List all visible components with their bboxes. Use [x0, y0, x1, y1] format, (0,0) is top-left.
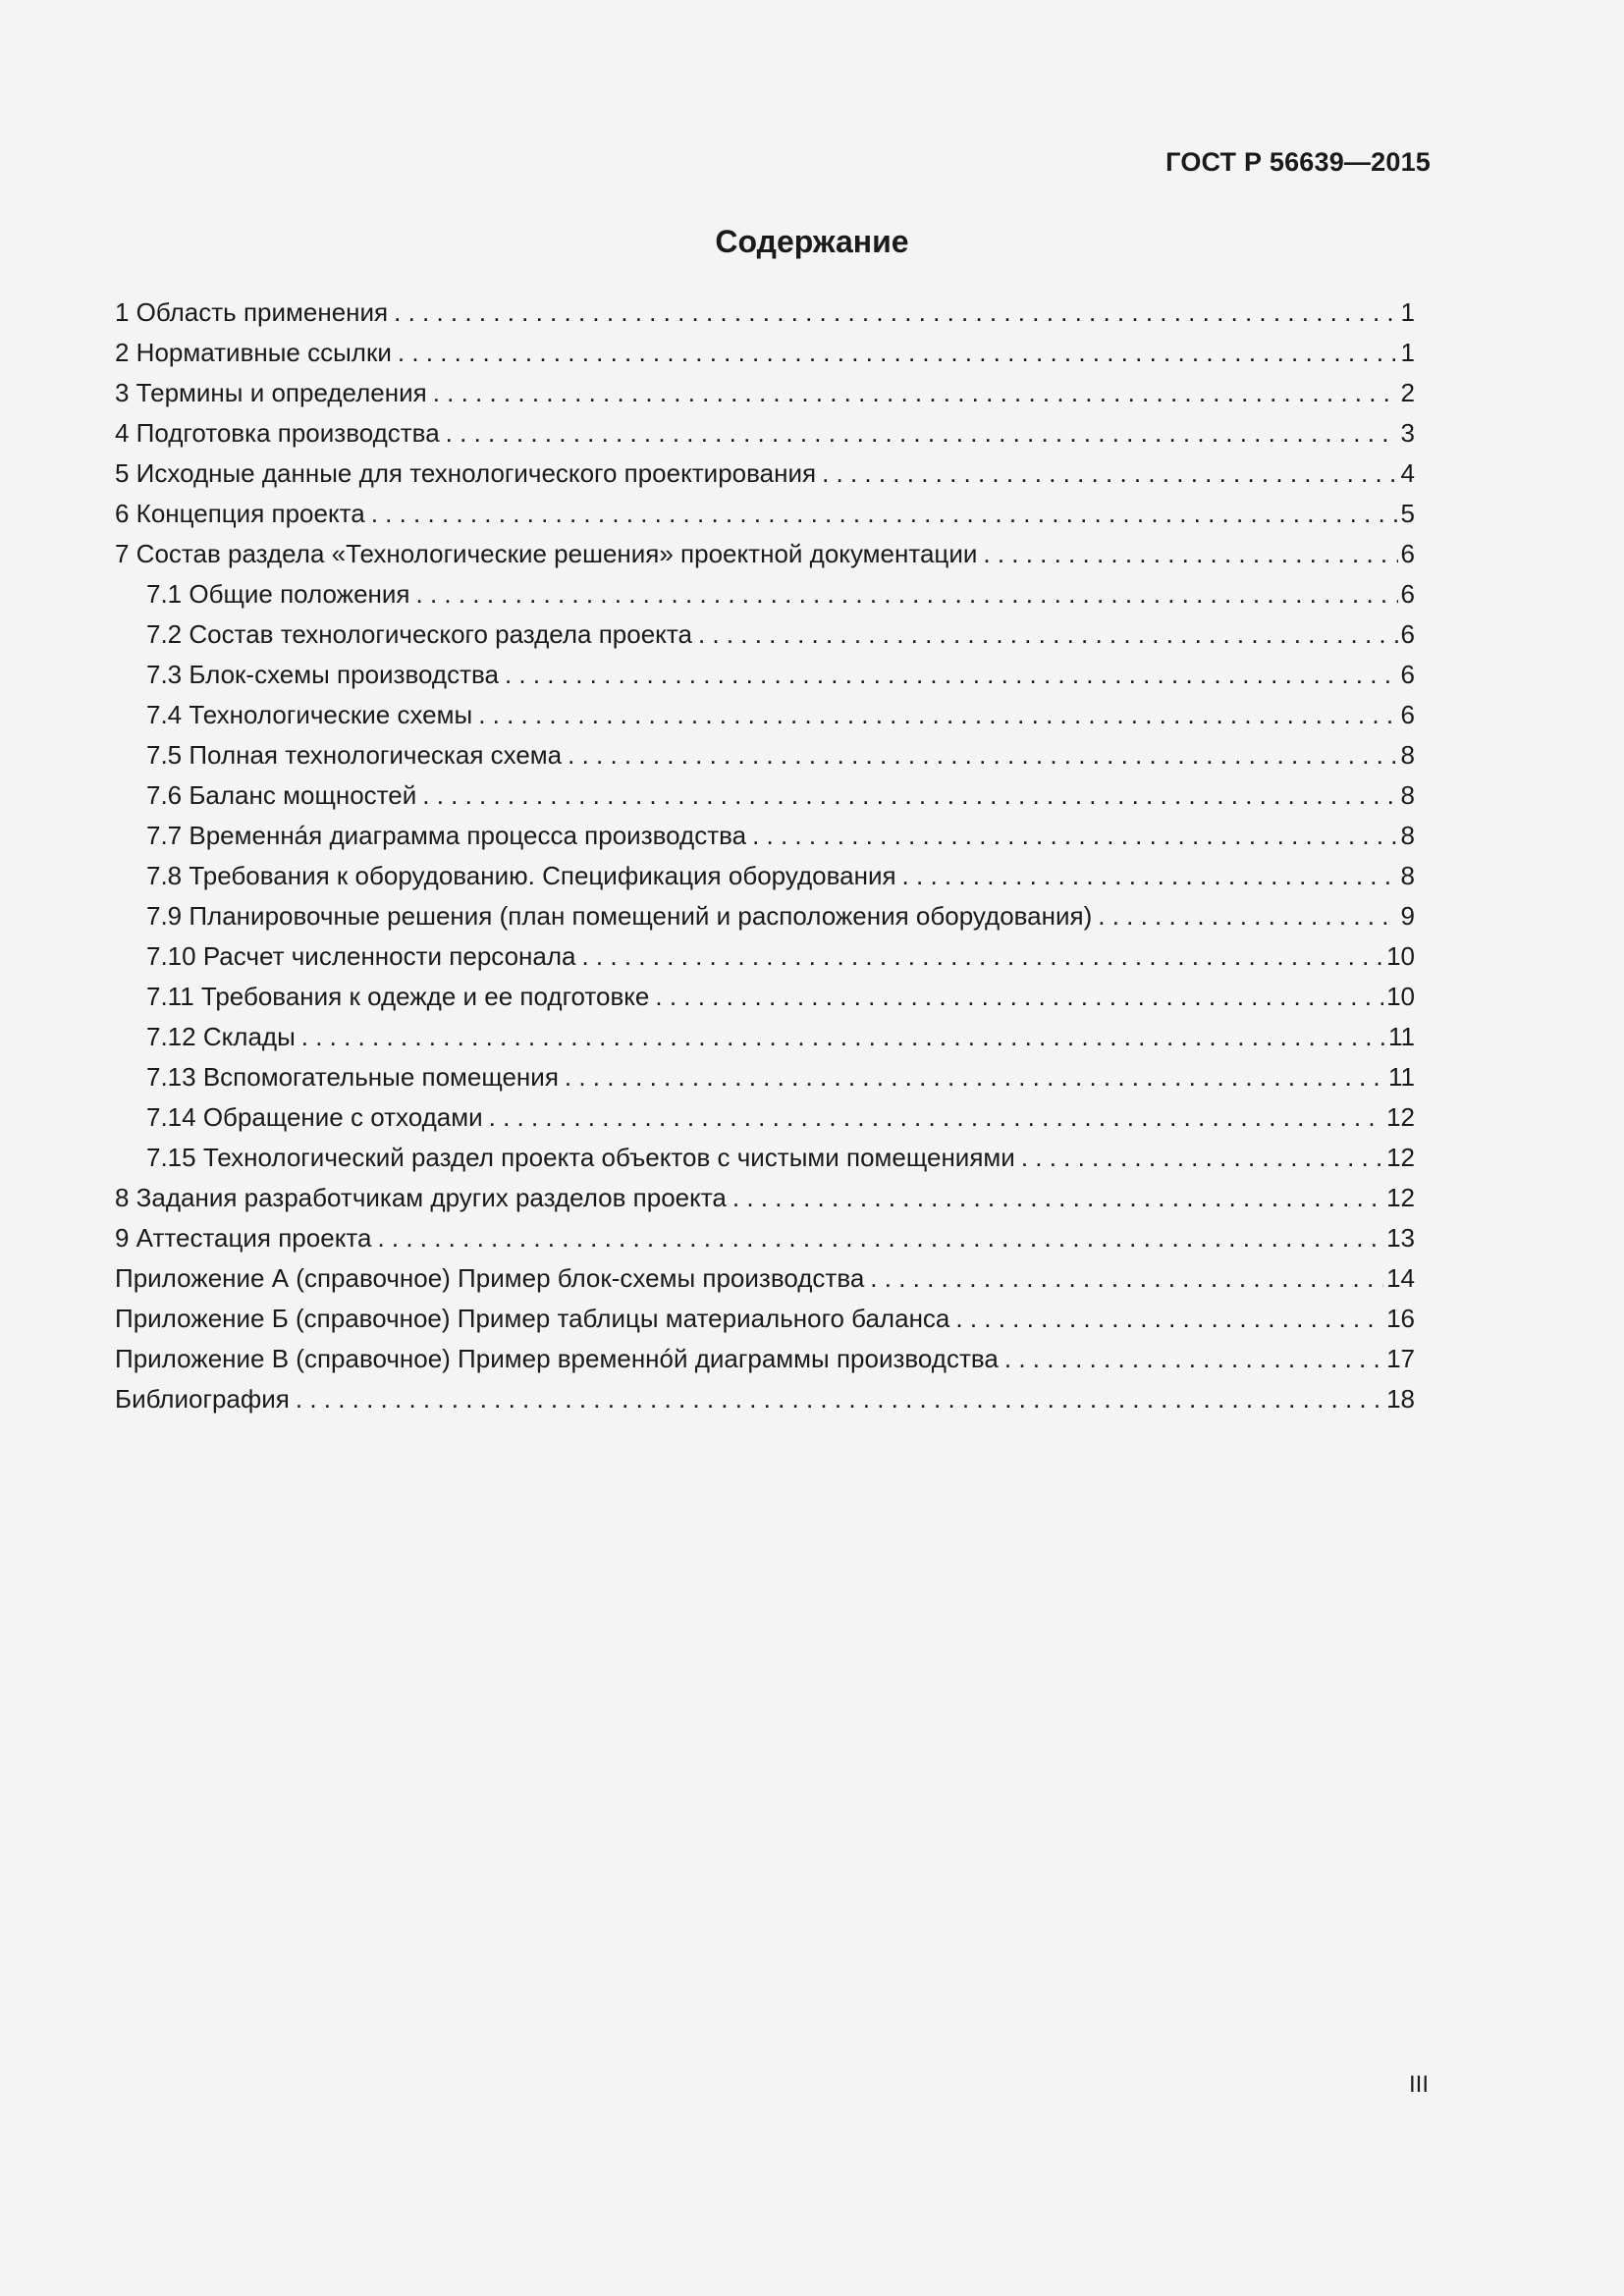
page-number: III — [1408, 2071, 1429, 2098]
toc-entry-page: 5 — [1400, 499, 1415, 528]
toc-entry[interactable] — [115, 413, 1415, 454]
table-of-contents — [115, 293, 1415, 1419]
toc-entry-label: 7.8 Требования к оборудованию. Спецификация оборудования — [146, 861, 896, 890]
toc-entry[interactable] — [115, 494, 1415, 534]
toc-leader-dots — [478, 695, 1397, 735]
toc-entry-label: 7.3 Блок-схемы производства — [146, 660, 499, 689]
toc-entry-page: 8 — [1400, 821, 1415, 850]
toc-entry-label: 2 Нормативные ссылки — [115, 338, 392, 367]
toc-entry-label: 7.11 Требования к одежде и ее подготовке — [146, 982, 650, 1011]
toc-entry-label: 7.7 Временнáя диаграмма процесса производства — [146, 821, 747, 850]
toc-entry-label: 7.14 Обращение с отходами — [146, 1102, 483, 1132]
toc-entry[interactable] — [115, 1339, 1415, 1379]
toc-entry[interactable] — [115, 373, 1415, 413]
toc-entry[interactable] — [115, 1017, 1415, 1057]
toc-entry[interactable] — [115, 1057, 1415, 1097]
toc-entry-page: 8 — [1400, 780, 1415, 810]
toc-leader-dots — [655, 977, 1383, 1017]
toc-entry[interactable] — [115, 1258, 1415, 1299]
toc-entry-label: 7 Состав раздела «Технологические решения» проектной документации — [115, 539, 978, 568]
toc-leader-dots — [446, 413, 1398, 454]
toc-leader-dots — [568, 735, 1397, 775]
toc-entry-label: 7.6 Баланс мощностей — [146, 780, 417, 810]
toc-entry-page: 8 — [1400, 740, 1415, 770]
toc-entry-page: 1 — [1400, 338, 1415, 367]
toc-entry[interactable] — [115, 896, 1415, 936]
toc-entry-page: 11 — [1388, 1022, 1415, 1051]
toc-entry[interactable] — [115, 454, 1415, 494]
toc-leader-dots — [422, 775, 1397, 816]
toc-leader-dots — [581, 936, 1383, 977]
toc-entry-label: 1 Область применения — [115, 297, 389, 327]
toc-entry[interactable] — [115, 1138, 1415, 1178]
toc-entry-label: 6 Концепция проекта — [115, 499, 365, 528]
toc-entry-label: Приложение В (справочное) Пример временнóй диаграммы производства — [115, 1344, 999, 1373]
toc-entry-page: 12 — [1386, 1102, 1415, 1132]
toc-entry[interactable] — [115, 1178, 1415, 1218]
toc-entry-page: 6 — [1400, 660, 1415, 689]
toc-entry-label: 7.9 Планировочные решения (план помещений и расположения оборудования) — [146, 901, 1093, 931]
toc-entry-label: 7.12 Склады — [146, 1022, 296, 1051]
toc-entry-label: 7.15 Технологический раздел проекта объектов с чистыми помещениями — [146, 1143, 1015, 1172]
toc-leader-dots — [902, 856, 1398, 896]
toc-leader-dots — [377, 1218, 1383, 1258]
toc-entry-page: 14 — [1386, 1263, 1415, 1293]
toc-entry-page: 6 — [1400, 579, 1415, 609]
toc-leader-dots — [505, 655, 1398, 695]
toc-leader-dots — [296, 1379, 1383, 1419]
toc-entry-page: 16 — [1386, 1304, 1415, 1333]
toc-leader-dots — [732, 1178, 1383, 1218]
toc-entry[interactable] — [115, 574, 1415, 614]
toc-entry[interactable] — [115, 1299, 1415, 1339]
toc-entry-page: 10 — [1386, 941, 1415, 971]
toc-leader-dots — [870, 1258, 1383, 1299]
toc-entry-page: 6 — [1400, 619, 1415, 649]
toc-entry-page: 12 — [1386, 1143, 1415, 1172]
toc-entry-label: 7.13 Вспомогательные помещения — [146, 1062, 559, 1092]
toc-entry-label: 5 Исходные данные для технологического проектирования — [115, 458, 817, 488]
toc-entry-page: 17 — [1386, 1344, 1415, 1373]
toc-entry-page: 8 — [1400, 861, 1415, 890]
toc-entry-page: 6 — [1400, 539, 1415, 568]
toc-entry[interactable] — [115, 936, 1415, 977]
toc-entry-label: 3 Термины и определения — [115, 378, 427, 407]
toc-entry-page: 9 — [1400, 901, 1415, 931]
toc-entry-label: 7.1 Общие положения — [146, 579, 410, 609]
toc-entry[interactable] — [115, 1218, 1415, 1258]
toc-entry[interactable] — [115, 534, 1415, 574]
toc-entry[interactable] — [115, 655, 1415, 695]
toc-leader-dots — [394, 293, 1397, 333]
toc-entry-page: 3 — [1400, 418, 1415, 448]
toc-entry-page: 18 — [1386, 1384, 1415, 1414]
toc-entry-page: 1 — [1400, 297, 1415, 327]
toc-leader-dots — [398, 333, 1398, 373]
toc-leader-dots — [433, 373, 1398, 413]
toc-leader-dots — [955, 1299, 1383, 1339]
toc-entry[interactable] — [115, 775, 1415, 816]
toc-entry-label: Библиография — [115, 1384, 290, 1414]
toc-entry[interactable] — [115, 1097, 1415, 1138]
toc-leader-dots — [416, 574, 1398, 614]
toc-entry-page: 10 — [1386, 982, 1415, 1011]
document-code: ГОСТ Р 56639—2015 — [1165, 147, 1431, 177]
toc-leader-dots — [371, 494, 1398, 534]
toc-entry-page: 2 — [1400, 378, 1415, 407]
toc-entry-label: 9 Аттестация проекта — [115, 1223, 372, 1253]
toc-entry-label: Приложение А (справочное) Пример блок-схемы производства — [115, 1263, 865, 1293]
toc-entry-label: 4 Подготовка производства — [115, 418, 440, 448]
toc-entry[interactable] — [115, 1379, 1415, 1419]
toc-entry-page: 12 — [1386, 1183, 1415, 1212]
toc-entry[interactable] — [115, 977, 1415, 1017]
toc-entry[interactable] — [115, 856, 1415, 896]
toc-entry-label: 7.10 Расчет численности персонала — [146, 941, 576, 971]
toc-entry-label: 7.4 Технологические схемы — [146, 700, 473, 729]
toc-entry-label: 8 Задания разработчикам других разделов проекта — [115, 1183, 727, 1212]
toc-entry[interactable] — [115, 735, 1415, 775]
toc-entry-label: 7.5 Полная технологическая схема — [146, 740, 563, 770]
toc-title: Содержание — [715, 224, 909, 259]
toc-leader-dots — [1021, 1138, 1383, 1178]
toc-entry-page: 11 — [1388, 1062, 1415, 1092]
toc-entry[interactable] — [115, 695, 1415, 735]
toc-entry-label: Приложение Б (справочное) Пример таблицы материального баланса — [115, 1304, 950, 1333]
toc-entry-page: 6 — [1400, 700, 1415, 729]
toc-leader-dots — [1098, 896, 1397, 936]
toc-entry[interactable] — [115, 333, 1415, 373]
toc-entry[interactable] — [115, 293, 1415, 333]
toc-entry-label: 7.2 Состав технологического раздела проекта — [146, 619, 692, 649]
toc-leader-dots — [301, 1017, 1385, 1057]
toc-entry-page: 13 — [1386, 1223, 1415, 1253]
toc-entry-page: 4 — [1400, 458, 1415, 488]
toc-leader-dots — [752, 816, 1397, 856]
toc-leader-dots — [565, 1057, 1385, 1097]
toc-entry[interactable] — [115, 816, 1415, 856]
toc-leader-dots — [822, 454, 1397, 494]
toc-leader-dots — [983, 534, 1397, 574]
toc-leader-dots — [698, 614, 1398, 655]
toc-leader-dots — [489, 1097, 1383, 1138]
toc-entry[interactable] — [115, 614, 1415, 655]
toc-leader-dots — [1004, 1339, 1383, 1379]
